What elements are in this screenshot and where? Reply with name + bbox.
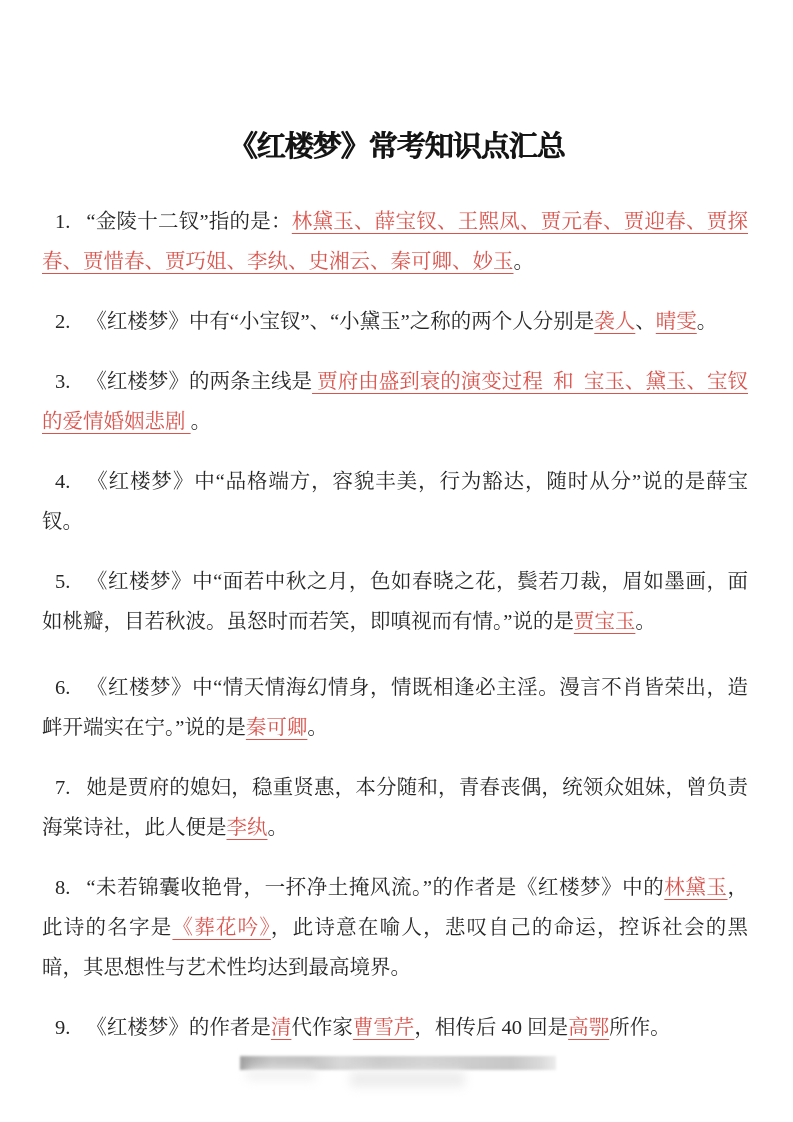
question-text: “未若锦囊收艳骨，一抔净土掩风流。”的作者是《红楼梦》中的	[86, 877, 665, 899]
answer-text: 高鄂	[568, 1017, 610, 1039]
question-text: 所作。	[609, 1017, 671, 1039]
question-text: ，相传后 40 回是	[414, 1017, 569, 1039]
question-text: “金陵十二钗”指的是：	[86, 211, 292, 233]
answer-text: 林黛玉	[664, 877, 728, 899]
question-text: 《红楼梦》的作者是	[86, 1017, 271, 1039]
item-number: 9.	[55, 1017, 71, 1039]
question-text: 《红楼梦》中“品格端方，容貌丰美，行为豁达，随时从分”说的是薛宝钗。	[42, 471, 748, 533]
item-number: 2.	[55, 311, 71, 333]
list-item	[42, 362, 748, 442]
question-text: ，此诗的名字是	[42, 877, 749, 939]
item-number: 6.	[55, 677, 71, 699]
list-item	[42, 668, 748, 748]
answer-text: 袭人	[594, 311, 636, 333]
question-text: 《红楼梦》中“情天情海幻情身，情既相逢必主淫。漫言不肖皆荣出，造衅开端实在宁。”说的是	[42, 677, 748, 739]
question-text: ，此诗意在喻人，悲叹自己的命运，控诉社会的黑暗，其思想性与艺术性均达到最高境界。	[42, 917, 749, 979]
list-item	[42, 868, 748, 988]
answer-text: 晴雯	[655, 311, 697, 333]
answer-text: 秦可卿	[245, 717, 308, 739]
question-text: 《红楼梦》的两条主线是	[86, 371, 313, 393]
watermark-smudge	[240, 1056, 556, 1070]
answer-text: 李纨	[226, 817, 268, 839]
watermark-smudge-tertiary	[246, 1069, 316, 1081]
question-text: 她是贾府的媳妇，稳重贤惠，本分随和，青春丧偶，统领众姐妹，曾负责海棠诗社，此人便是	[42, 777, 748, 839]
item-number: 8.	[55, 877, 71, 899]
item-number: 3.	[55, 371, 71, 393]
item-number: 7.	[55, 777, 71, 799]
question-text: 代作家	[291, 1017, 353, 1039]
question-text: 。	[696, 311, 718, 333]
answer-text: 曹雪芹	[352, 1017, 415, 1039]
watermark-smudge-secondary	[350, 1071, 465, 1087]
question-text: 、	[635, 311, 656, 333]
question-text: 。	[513, 251, 534, 273]
answer-text: 清	[270, 1017, 292, 1039]
item-number: 4.	[55, 471, 71, 493]
list-item	[42, 462, 748, 542]
question-text: 。	[267, 817, 288, 839]
question-text: 。	[635, 611, 656, 633]
answer-text: 贾宝玉	[573, 611, 636, 633]
list-item	[42, 768, 748, 848]
question-text: 《红楼梦》中有“小宝钗”、“小黛玉”之称的两个人分别是	[86, 311, 595, 333]
knowledge-list	[42, 202, 748, 1068]
list-item	[42, 202, 748, 282]
list-item	[42, 1008, 748, 1048]
question-text: 。	[307, 717, 328, 739]
page-title: 《红楼梦》常考知识点汇总	[228, 131, 565, 163]
answer-text: 贾府由盛到衰的演变过程 和 宝玉、黛玉、宝钗的爱情婚姻悲剧	[42, 371, 749, 433]
item-number: 1.	[55, 211, 71, 233]
question-text: 《红楼梦》中“面若中秋之月，色如春晓之花，鬓若刀裁，眉如墨画，面如桃瓣，目若秋波。虽怒时而若笑，即嗔视而有情。”说的是	[42, 571, 748, 633]
item-number: 5.	[55, 571, 71, 593]
answer-text: 《葬花吟》	[172, 917, 271, 939]
list-item	[42, 302, 748, 342]
answer-text: 林黛玉、薛宝钗、王熙凤、贾元春、贾迎春、贾探春、贾惜春、贾巧姐、李纨、史湘云、秦可卿、妙玉	[42, 211, 748, 273]
list-item	[42, 562, 748, 642]
question-text: 。	[190, 411, 212, 433]
